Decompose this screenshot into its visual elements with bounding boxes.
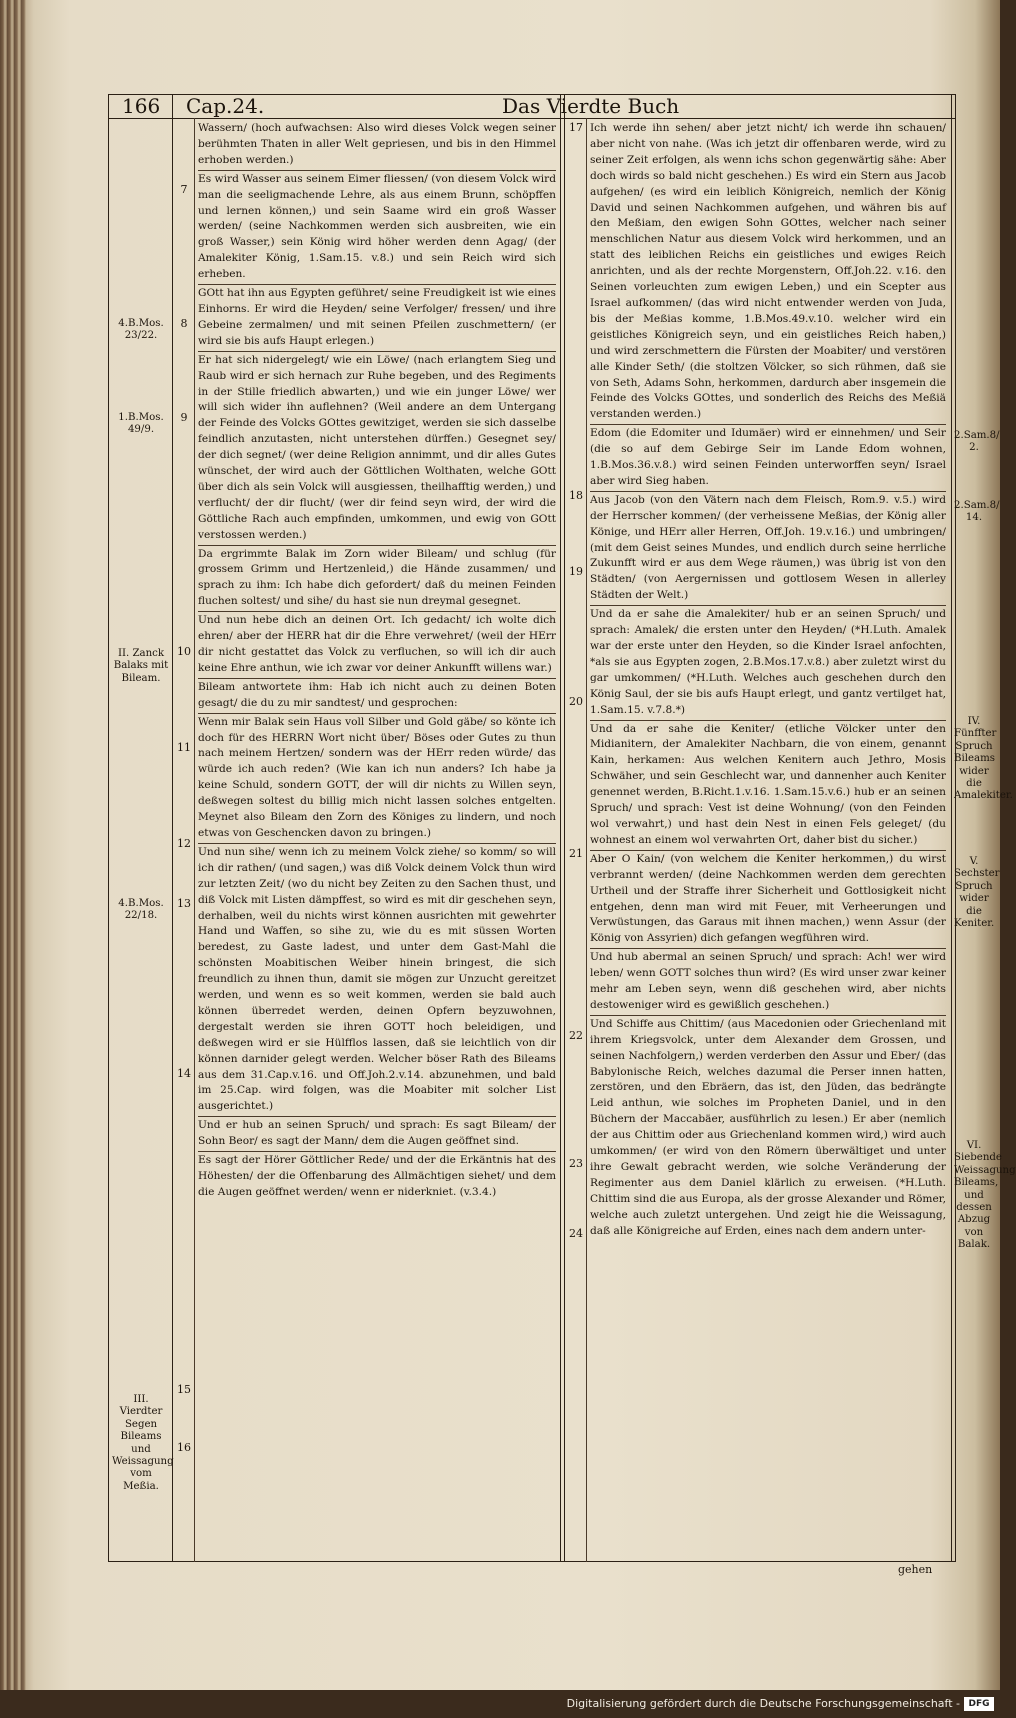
right-verse-numbers <box>565 121 587 1557</box>
verse-divider <box>198 545 556 546</box>
verse-divider <box>590 948 946 949</box>
dfg-logo: DFG <box>964 1697 994 1711</box>
book-spine <box>0 0 26 1690</box>
margin-note: 2.Sam.8/ 14. <box>954 500 1000 524</box>
margin-note: II. Zanck Balaks mit Bileam. <box>113 648 169 684</box>
verse-number: 23 <box>569 1157 583 1170</box>
page-number: 166 <box>122 94 161 118</box>
center-rule-1 <box>560 94 561 1562</box>
verse-text: Er hat sich nidergelegt/ wie ein Löwe/ (nach erlangtem Sieg und Raub wird er sich hernach zur Ruhe begeben, und des Regiments in der Stille friedlich abwarten,) und wie ein junger Löwe/ wer will sich wider ihn auflehnen? (Weil andere an dem Untergang der Feinde des Volcks GOttes gewitziget, werden sie sich dasselbe feindlich anzutasten, nicht unterstehen dürffen.) Gesegnet sey/ der dich segnet/ (wer deine Religion annimmt, und dir alles Gutes wünschet, der wird auch der Göttlichen Wolthaten, welche GOtt über dich als sein Volck will ausgiessen, theilhafftig werden,) und verflucht/ der dir flucht/ (wer dir feind seyn wird, der wird die Göttliche Rach auch empfinden, umkommen, und ewig von GOtt verstossen werden.) <box>198 353 556 541</box>
verse-text: Und da er sahe die Amalekiter/ hub er an seinen Spruch/ und sprach: Amalek/ die ersten unter den Heyden/ (*H.Luth. Amalek war der erste unter den Heyden, so die Kinder Israel anfochten, *als sie aus Egypten zogen, 2.B.Mos.17.v.8.) aber zuletzt wirst du gar umkommen/ (*H.Luth. Welches auch geschehen durch den König Saul, der sie bis aufs Haupt erlegt, und gantz vertilget hat, 1.Sam.15. v.7.8.*) <box>590 608 946 716</box>
margin-note: 1.B.Mos. 49/9. <box>118 412 164 436</box>
verse-divider <box>198 170 556 171</box>
verse-number: 20 <box>569 695 583 708</box>
verse-divider <box>198 713 556 714</box>
verse-number: 16 <box>177 1441 191 1454</box>
verse-text: Und Schiffe aus Chittim/ (aus Macedonien oder Griechenland mit ihrem Kriegsvolck, unter dem Alexander dem Grossen, und seinen Nachfolgern,) werden verderben den Assur und Eber/ (das Babylonische Reich, welches dazumal die Perser innen hatten, zerstören, und den Ebräern, das ist, den Jüden, das bedrängte Leid anthun, wie solches im Propheten Daniel, und in den Büchern der Maccabäer, ausführlich zu lesen.) Er aber (nemlich der aus Chittim oder aus Griechenland kommen wird,) wird auch umkommen/ (er wird von den Römern überwältiget und unter ihre Gewalt gebracht werden, wie solche Veränderung der Regimenter aus dem Daniel klärlich zu erweisen. (*H.Luth. Chittim sind die aus Europa, als der grosse Alexander und Römer, welche auch zuletzt untergehen. Und zeigt hie die Weissagung, daß alle Königreiche auf Erden, eines nach dem andern unter- <box>590 1017 946 1237</box>
footer-credit: Digitalisierung gefördert durch die Deutsche Forschungsgemeinschaft - <box>566 1697 960 1710</box>
margin-note: V. Sechster Spruch wider die Keniter. <box>954 856 1000 930</box>
verse-text: Und nun hebe dich an deinen Ort. Ich gedacht/ ich wolte dich ehren/ aber der HERR hat dir die Ehre verwehret/ (weil der HErr dir nicht gestattet das Volck zu verfluchen, so will ich dir auch keine Ehre anthun, wie ich zwar vor deiner Ankunfft willens war.) <box>198 614 556 674</box>
verse-number: 24 <box>569 1227 583 1240</box>
verse-number: 8 <box>180 317 188 330</box>
digitization-footer <box>0 1690 1000 1718</box>
verse-text: Bileam antwortete ihm: Hab ich nicht auch zu deinen Boten gesagt/ die du zu mir sandtest/ und gesprochen: <box>198 680 556 709</box>
verse-number: 7 <box>180 183 188 196</box>
verse-divider <box>198 1116 556 1117</box>
verse-divider <box>590 1015 946 1016</box>
verse-text: Edom (die Edomiter und Idumäer) wird er einnehmen/ und Seir (die so auf dem Gebirge Seir im Lande Edom wohnen, 1.B.Mos.36.v.8.) wird seinen Feinden unterworffen seyn/ Israel aber wird Sieg haben. <box>590 427 946 487</box>
margin-note: III. Vierdter Segen Bileams und Weissagung vom Meßia. <box>112 1394 174 1492</box>
verse-number: 9 <box>180 411 188 424</box>
catchword: gehen <box>898 1563 933 1576</box>
verse-divider <box>198 1151 556 1152</box>
right-margin-rule <box>951 94 952 1562</box>
left-verse-numbers <box>173 121 195 1557</box>
verse-divider <box>590 720 946 721</box>
verse-number: 22 <box>569 1029 583 1042</box>
chapter-label: Cap.24. <box>186 94 265 118</box>
verse-text: Wenn mir Balak sein Haus voll Silber und Gold gäbe/ so könte ich doch für des HERRN Wort nicht über/ Böses oder Gutes zu thun nach meinem Hertzen/ sondern was der HErr reden würde/ das würde ich auch reden? (Wie kan ich nun anders? Ich habe ja keine Schuld, sondern GOTT, der will dir nichts zu Willen seyn, deßwegen soltest du billig mich nicht lassen solches entgelten. Meynet also Bileam den Zorn des Königes zu lindern, und noch etwas von Geschencken davon zu bringen.) <box>198 715 556 839</box>
verse-number: 21 <box>569 847 583 860</box>
margin-note: 4.B.Mos. 22/18. <box>118 898 164 922</box>
header-rule <box>108 118 956 119</box>
verse-number: 13 <box>177 897 191 910</box>
verse-divider <box>198 843 556 844</box>
verse-text: Aus Jacob (von den Vätern nach dem Fleisch, Rom.9. v.5.) wird der Herrscher kommen/ (der verheissene Meßias, der König aller Könige, und HErr aller Herren, Off.Joh. 19.v.16.) und umbringen/ (mit dem Geist seines Mundes, und endlich durch seine herrliche Zukunfft wird er aus dem Wege räumen,) was übrig ist von den Städten/ (von Aergernissen und gottlosem Wesen in allerley Städten der Welt.) <box>590 493 946 602</box>
verse-divider <box>590 424 946 425</box>
left-text-column <box>198 121 556 1557</box>
book-title: Das Vierdte Buch <box>502 94 680 118</box>
margin-note: IV. Fünffter Spruch Bileams wider die Amalekiter. <box>954 716 1013 802</box>
verse-text: Wassern/ (hoch aufwachsen: Also wird dieses Volck wegen seiner berühmten Thaten in aller Welt gepriesen, und bis in den Himmel erhoben werden.) <box>198 122 556 166</box>
verse-divider <box>198 611 556 612</box>
verse-number: 17 <box>569 121 583 134</box>
verse-text: Es wird Wasser aus seinem Eimer fliessen/ (von diesem Volck wird man die seeligmachende Lehre, als aus einem Brunn, schöpffen und lernen können,) und sein Saame wird ein groß Wasser werden/ (seine Nachkommen werden sich ausbreiten, wie ein groß Wasser,) sein König wird höher werden denn Agag/ (der Amalekiter König, 1.Sam.15. v.8.) und sein Reich wird sich erheben. <box>198 172 556 281</box>
verse-text: Ich werde ihn sehen/ aber jetzt nicht/ ich werde ihn schauen/ aber nicht von nahe. (Was ich jetzt dir offenbaren werde, wird zu seiner Zeit erfolgen, als wenn ichs schon gegenwärtig sähe: Aber doch wirds so bald nicht geschehen.) Es wird ein Stern aus Jacob aufgehen/ (es wird ein leiblich Königreich, nemlich der König David und seinen Nachkommen aufgehen, und währen bis auf den Meßiam, den ewigen Sohn GOttes, welcher nach seiner menschlichen Natur aus diesem Volck wird herkommen, und an statt des leiblichen Reichs ein geistliches und ewiges Reich anrichten, und als der rechte Morgenstern, Off.Joh.22. v.16. den Seinen vorleuchten zum ewigen Leben,) und ein Scepter aus Israel aufkommen/ (das wird nicht entwender werden von Juda, bis der Meßias komme, 1.B.Mos.49.v.10. welcher wird ein geistliches Königreich seyn, und ein geistliches Reich haben,) und wird zerschmettern die Fürsten der Moabiter/ und verstören alle Kinder Seth/ (die stoltzen Völcker, so sich rühmen, daß sie von Seth, Adams Sohn, herkommen, dardurch aber insgemein die Feinde des Volcks GOttes, und sonderlich des Reichs des Meßiä verstanden werden.) <box>590 122 946 421</box>
verse-text: Und hub abermal an seinen Spruch/ und sprach: Ach! wer wird leben/ wenn GOTT solches thun wird? (Es wird unser zwar keiner mehr am Leben seyn, wenn diß geschehen wird, aber nichts destoweniger wird es gewißlich geschehen.) <box>590 951 946 1011</box>
verse-divider <box>590 850 946 851</box>
verse-divider <box>590 605 946 606</box>
verse-text: Und da er sahe die Keniter/ (etliche Völcker unter den Midianitern, der Amalekiter Nachbarn, die von einem, genannt Kain, herkamen: Aus welchen Kenitern auch Jethro, Mosis Schwäher, und sein Geschlecht war, und dannenher auch Keniter genennet werden, B.Richt.1.v.16. 1.Sam.15.v.6.) hub er an seinen Spruch/ und sprach: Vest ist deine Wohnung/ (von den Feinden wol verwahrt,) und hast dein Nest in einen Fels geleget/ (du wohnest an einem wol verwahrten Ort, daher bist du sicher.) <box>590 722 946 846</box>
verse-number: 12 <box>177 837 191 850</box>
right-text-column <box>590 121 946 1557</box>
verse-number: 15 <box>177 1383 191 1396</box>
margin-note: VI. Siebende Weissagung Bileams, und dessen Abzug von Balak. <box>954 1140 1016 1251</box>
verse-number: 19 <box>569 565 583 578</box>
verse-number: 10 <box>177 645 191 658</box>
verse-divider <box>198 351 556 352</box>
verse-text: Da ergrimmte Balak im Zorn wider Bileam/ und schlug (für grossem Grimm und Hertzenleid,) die Hände zusammen/ und sprach zu ihm: Ich habe dich gefordert/ daß du meinen Feinden fluchen soltest/ und sihe/ du hast sie nun dreymal gesegnet. <box>198 547 556 608</box>
verse-number: 14 <box>177 1067 191 1080</box>
verse-text: Es sagt der Hörer Göttlicher Rede/ und der die Erkäntnis hat des Höhesten/ der die Offenbarung des Allmächtigen siehet/ und dem die Augen geöffnet werden/ wenn er niderkniet. (v.3.4.) <box>198 1154 556 1198</box>
margin-note: 4.B.Mos. 23/22. <box>118 318 164 342</box>
verse-number: 18 <box>569 489 583 502</box>
verse-text: Und nun sihe/ wenn ich zu meinem Volck ziehe/ so komm/ so will ich dir rathen/ (und sagen,) was diß Volck deinem Volck thun wird zur letzten Zeit/ (wo du nicht bey Zeiten zu den Sachen thust, und diß Volck mit Listen dämpffest, so wird es mit dir geschehen seyn, derhalben, weil du nichts wirst können ausrichten mit gewehrter Hand und Waffen, so sihe zu, wie du es mit süssen Worten beredest, zu Gaste ladest, und unter dem Gast-Mahl die schönsten Moabitischen Weiber hinein bringest, die sich freundlich zu ihnen thun, damit sie mögen zur Unzucht gereitzet werden, und wenn es so weit kommen, werden sie bald auch können überredet werden, deinen Opfern beyzuwohnen, dergestalt werden sie ihren GOTT hoch beleidigen, und deßwegen wird er sie Hülfflos lassen, daß sie leichtlich von dir können darnider gelegt werden. Welcher böser Rath des Bileams aus dem 31.Cap.v.16. und Off.Joh.2.v.14. abzunehmen, und bald im 25.Cap. wird folgen, was die Moabiter mit solcher List ausgerichtet.) <box>198 845 556 1113</box>
verse-text: Aber O Kain/ (von welchem die Keniter herkommen,) du wirst verbrannt werden/ (deine Nachkommen werden dem gerechten Urtheil und der Straffe ihrer Sicherheit und Gottlosigkeit nicht entgehen, denn man wird mit Feuer, mit Verheerungen und Verwüstungen, das Garaus mit ihnen machen,) wenn Assur (der König von Assyrien) dich gefangen wegführen wird. <box>590 852 946 945</box>
verse-divider <box>198 678 556 679</box>
verse-number: 11 <box>177 741 191 754</box>
verse-divider <box>590 491 946 492</box>
verse-divider <box>198 284 556 285</box>
verse-text: GOtt hat ihn aus Egypten geführet/ seine Freudigkeit ist wie eines Einhorns. Er wird die Heyden/ seine Verfolger/ fressen/ und ihre Gebeine zermalmen/ und mit seinen Pfeilen zuschmettern/ (er wird sie bis aufs Haupt erlegen.) <box>198 287 556 347</box>
margin-note: 2.Sam.8/ 2. <box>954 430 1000 454</box>
verse-text: Und er hub an seinen Spruch/ und sprach: Es sagt Bileam/ der Sohn Beor/ es sagt der Mann/ dem die Augen geöffnet sind. <box>198 1119 556 1148</box>
